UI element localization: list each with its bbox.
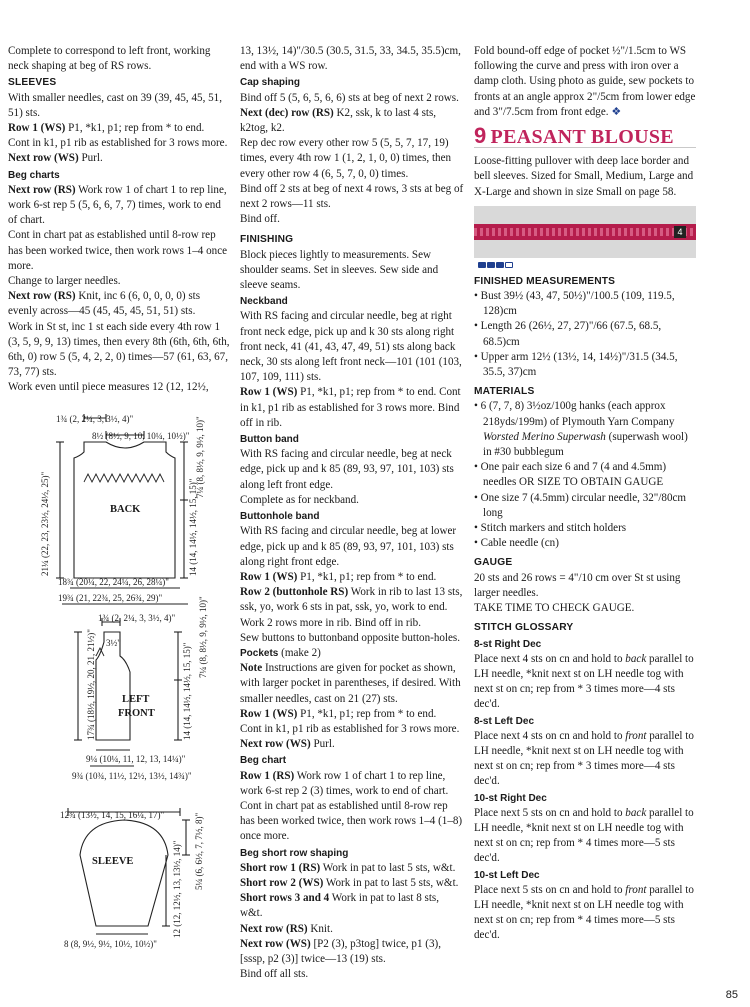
schematic-diagrams: [0, 410, 234, 950]
neckband-text: With RS facing and circular needle, beg at right front neck edge, pick up and k 30 sts along right front neck, 41 (41, 43, 47, 49, 51) sts along back neck, 30 sts along left front neck—101 (101 (103, 107, 109, 111) sts.: [240, 310, 462, 384]
pattern-name: PEASANT BLOUSE: [490, 126, 674, 149]
finished-measurements-heading: FINISHED MEASUREMENTS: [474, 275, 616, 287]
pocket-next-ws: Next row (WS) [P2 (3), p3tog] twice, p1 (3), [sssp, p2 (3)] twice—13 (19) sts.: [240, 937, 441, 965]
gauge-text: 20 sts and 26 rows = 4"/10 cm over St st using larger needles.: [474, 571, 681, 599]
complete-as: Complete as for neckband.: [240, 493, 359, 506]
front-side-dim: 14 (14, 14½, 14½, 15, 15)": [182, 642, 192, 740]
back-hip-dim: 19¾ (21, 22¾, 25, 26¾, 29)": [58, 593, 163, 603]
rep-dec-row: Rep dec row every other row 5 (5, 5, 7, 17, 19) times, every 4th row 1 (1, 2, 1, 0, 0) times, then every other row 4 (6, 5, 7, 0, 0) times.: [240, 137, 452, 180]
materials-heading: MATERIALS: [474, 386, 535, 398]
glossary-8-left: Place next 4 sts on cn and hold to front parallel to LH needle, *knit next st on LH needle tog with next st on cn; rep from * 3 times more—4 sts dec'd.: [474, 729, 694, 788]
column-left: [8, 44, 230, 396]
glossary-8-right: Place next 4 sts on cn and hold to back parallel to LH needle, *knit next st on LH needle tog with next st on cn; rep from * 3 times more—4 sts dec'd.: [474, 652, 694, 711]
column-right: [474, 44, 696, 944]
bust-measure: • Bust 39½ (43, 47, 50½)"/100.5 (109, 119.5, 128)cm: [474, 290, 675, 318]
pocket-chart-row: Row 1 (RS) Work row 1 of chart 1 to rep line, work 6-st rep 2 (3) times, work to end of chart. Cont in chart pat as established until 8-row rep has been worked twice, then work rows 1–4 (1–8) once more.: [240, 769, 463, 843]
material-needles: • One pair each size 6 and 7 (4 and 4.5mm) needles OR SIZE TO OBTAIN GAUGE: [474, 461, 667, 489]
glossary-10-right-heading: 10-st Right Dec: [474, 792, 547, 804]
length-measure: • Length 26 (26½, 27, 27)"/66 (67.5, 68.5, 68.5)cm: [474, 320, 662, 348]
glossary-8-left-heading: 8-st Left Dec: [474, 715, 535, 727]
back-armhole-dim: 7¼ (8, 8½, 9, 9½, 10)": [195, 416, 205, 498]
glossary-10-left-heading: 10-st Left Dec: [474, 869, 540, 881]
front-length-dim: 17¾ (18½, 19½, 20, 21, 21½)": [86, 629, 96, 740]
finishing-heading: FINISHING: [240, 234, 294, 246]
bind-off: Bind off.: [240, 213, 280, 226]
back-length-dim: 21¼ (22, 23, 23½, 24½, 25)": [40, 471, 50, 576]
cap-shaping-heading: Cap shaping: [240, 77, 301, 89]
neckband-heading: Neckband: [240, 296, 288, 308]
bind-off-5: Bind off 5 (5, 6, 5, 6, 6) sts at beg of next 2 rows.: [240, 91, 459, 104]
take-time: TAKE TIME TO CHECK GAUGE.: [474, 602, 635, 615]
short-row-heading: Beg short row shaping: [240, 847, 349, 859]
buttonhole-text: With RS facing and circular needle, beg at lower edge, pick up and k 85 (89, 93, 97, 101, 103) sts along right front edge.: [240, 525, 457, 568]
sleeves-heading: SLEEVES: [8, 77, 57, 89]
cont-chart: Cont in chart pat as established until 8-row rep has been worked twice, then work rows 1–4 once more.: [8, 229, 228, 272]
front-armhole-dim: 7¼ (8, 8½, 9, 9½, 10)": [198, 596, 208, 678]
beg-chart-heading: Beg chart: [240, 755, 287, 767]
stitch-glossary-heading: STITCH GLOSSARY: [474, 622, 574, 634]
bind-off-all: Bind off all sts.: [240, 968, 309, 981]
row1-instruction: Row 1 (WS) P1, *k1, p1; rep from * to end.: [8, 122, 205, 135]
material-markers: • Stitch markers and stitch holders: [474, 522, 627, 535]
pocket-fold: Fold bound-off edge of pocket ½"/1.5cm to WS following the curve and press with iron over a damp cloth. Using photo as guide, sew pockets to fronts at an angle approx 2"/5cm from lower edge and 3"/7.5cm from front edge. ❖: [474, 45, 696, 118]
work-st-st: Work in St st, inc 1 st each side every 4th row 1 (3, 5, 9, 9, 13) times, then every 8th (6th, 6th, 6th, 6th, 0) row 5 (5, 4, 2, 2, 0) times—57 (61, 63, 67, 73, 77) sts.: [8, 320, 230, 379]
pocket-note: Note Instructions are given for pocket as shown, with larger pocket in parentheses, if desired. With smaller needles, cast on 21 (27) sts.: [240, 662, 461, 705]
material-circular: • One size 7 (4.5mm) circular needle, 32"/80cm long: [474, 491, 687, 519]
buttonband-heading: Button band: [240, 434, 299, 446]
cont-measure: 13, 13½, 14)"/30.5 (30.5, 31.5, 33, 34.5, 35.5)cm, end with a WS row.: [240, 45, 461, 73]
next-row-rs: Next row (RS) Work row 1 of chart 1 to rep line, work 6-st rep 5 (5, 6, 6, 7, 7) times, work to end of chart.: [8, 183, 227, 227]
next-row-ws: Next row (WS) Purl.: [8, 152, 103, 165]
pattern-number: 9: [474, 123, 487, 149]
material-yarn: • 6 (7, 7, 8) 3½oz/100g hanks (each approx 218yds/199m) of Plymouth Yarn Company Worsted Merino Superwash (superwash wool) in #30 bubblegum: [474, 400, 688, 459]
material-cable-needle: • Cable needle (cn): [474, 537, 559, 550]
change-needles: Change to larger needles.: [8, 275, 121, 288]
sleeves-cast-on: With smaller needles, cast on 39 (39, 45, 45, 51, 51) sts.: [8, 91, 222, 119]
buttonband-text: With RS facing and circular needle, beg at neck edge, pick up and k 85 (89, 93, 97, 101, 103) sts along left front edge.: [240, 448, 454, 491]
beg-charts-heading: Beg charts: [8, 169, 60, 181]
page-number: 85: [725, 989, 738, 1001]
pattern-description: Loose-fitting pullover with deep lace border and bell sleeves. Sized for Small, Medium, Large and X-Large and shown in size Small on page 58.: [474, 155, 694, 198]
back-width-dim: 18¾ (20¼, 22, 24¼, 26, 28¼)": [58, 577, 169, 587]
back-lace-zigzag: [84, 474, 164, 482]
front-width-dim: 9¼ (10¼, 11, 12, 13, 14¼)": [86, 754, 186, 764]
sleeve-cuff-dim: 8 (8, 9½, 9½, 10½, 10½)": [64, 939, 157, 949]
pockets-heading: Pockets (make 2): [240, 646, 321, 659]
pattern-title: [474, 123, 696, 149]
sleeve-outline: [80, 820, 168, 926]
glossary-8-right-heading: 8-st Right Dec: [474, 638, 542, 650]
gauge-heading: GAUGE: [474, 557, 513, 569]
bind-off-2: Bind off 2 sts at beg of next 4 rows, 3 sts at beg of next 2 rows—11 sts.: [240, 182, 464, 211]
sleeve-length-dim: 12 (12, 12½, 13, 13½, 14)": [172, 840, 182, 938]
buttonhole-row2: Row 2 (buttonhole RS) Work in rib to last 13 sts, ssk, yo, work 6 sts in pat, ssk, yo, work to end. Work 2 rows more in rib. Bind off in rib.: [240, 586, 463, 629]
short-row-1: Short row 1 (RS) Work in pat to last 5 sts, w&t.: [240, 861, 456, 874]
buttonhole-row1: Row 1 (WS) P1, *k1, p1; rep from * to end.: [240, 570, 437, 583]
block-text: Block pieces lightly to measurements. Sew shoulder seams. Set in sleeves. Sew side and sleeve seams.: [240, 248, 439, 292]
front-label-2: FRONT: [118, 708, 155, 719]
photo-strip-image: [474, 206, 696, 258]
back-neck-dim: 8½ (8½, 9, 10, 10¼, 10½)": [92, 431, 190, 441]
next-dec-row: Next (dec) row (RS) K2, ssk, k to last 4 sts, k2tog, k2.: [240, 106, 437, 135]
next-row-rs-knit: Next row (RS) Knit, inc 6 (6, 0, 0, 0, 0) sts evenly across—45 (45, 45, 45, 51, 51) sts.: [8, 290, 201, 318]
column-middle: [240, 44, 464, 982]
front-outline: [96, 632, 130, 740]
neckband-row1: Row 1 (WS) P1, *k1, p1; rep from * to end. Cont in k1, p1 rib as established for 3 rows more. Bind off in rib.: [240, 386, 461, 429]
end-mark-icon: ❖: [611, 105, 622, 118]
front-label-1: LEFT: [122, 694, 150, 705]
skill-level-icon: [478, 262, 696, 268]
glossary-10-left: Place next 5 sts on cn and hold to front parallel to LH needle, *knit next st on LH needle tog with next st on cn; rep from * 4 times more—5 sts dec'd.: [474, 883, 694, 942]
sleeve-upper-arm-dim: 12¾ (13½, 14, 15, 16¼, 17)": [60, 810, 165, 820]
pocket-row1: Row 1 (WS) P1, *k1, p1; rep from * to end.: [240, 707, 437, 720]
buttonhole-heading: Buttonhole band: [240, 511, 320, 523]
cont-rib: Cont in k1, p1 rib as established for 3 rows more.: [8, 137, 228, 150]
back-label: BACK: [110, 504, 141, 515]
sew-buttons: Sew buttons to buttonband opposite button-holes.: [240, 631, 461, 644]
pocket-cont: Cont in k1, p1 rib as established for 3 rows more.: [240, 722, 460, 735]
back-side-dim: 14 (14, 14½, 14½, 15, 15)": [188, 478, 198, 576]
photo-tag: 4: [674, 226, 686, 238]
front-neck-dim: 3½": [106, 638, 121, 648]
front-hip-dim: 9¾ (10¾, 11½, 12½, 13½, 14¾)": [72, 771, 192, 781]
pocket-next-row: Next row (WS) Purl.: [240, 738, 335, 751]
front-shoulder-dim: 1¾ (2, 2¼, 3, 3½, 4)": [98, 613, 176, 623]
back-shoulder-dim: 1¾ (2, 2¼, 3, 3½, 4)": [56, 414, 134, 424]
pocket-next-rs: Next row (RS) Knit.: [240, 922, 333, 935]
sleeve-cap-dim: 5¼ (6, 6½, 7, 7½, 8)": [194, 812, 204, 890]
intro-text: Complete to correspond to left front, working neck shaping at beg of RS rows.: [8, 45, 211, 73]
glossary-10-right: Place next 5 sts on cn and hold to back parallel to LH needle, *knit next st on LH needle tog with next st on cn; rep from * 4 times more—5 sts dec'd.: [474, 806, 694, 865]
sleeve-label: SLEEVE: [92, 856, 134, 867]
short-rows-3-4: Short rows 3 and 4 Work in pat to last 8 sts, w&t.: [240, 892, 440, 920]
work-even: Work even until piece measures 12 (12, 12½,: [8, 381, 209, 394]
upper-arm-measure: • Upper arm 12½ (13½, 14, 14½)"/31.5 (34.5, 35.5, 37)cm: [474, 350, 678, 379]
short-row-2: Short row 2 (WS) Work in pat to last 5 sts, w&t.: [240, 876, 459, 889]
